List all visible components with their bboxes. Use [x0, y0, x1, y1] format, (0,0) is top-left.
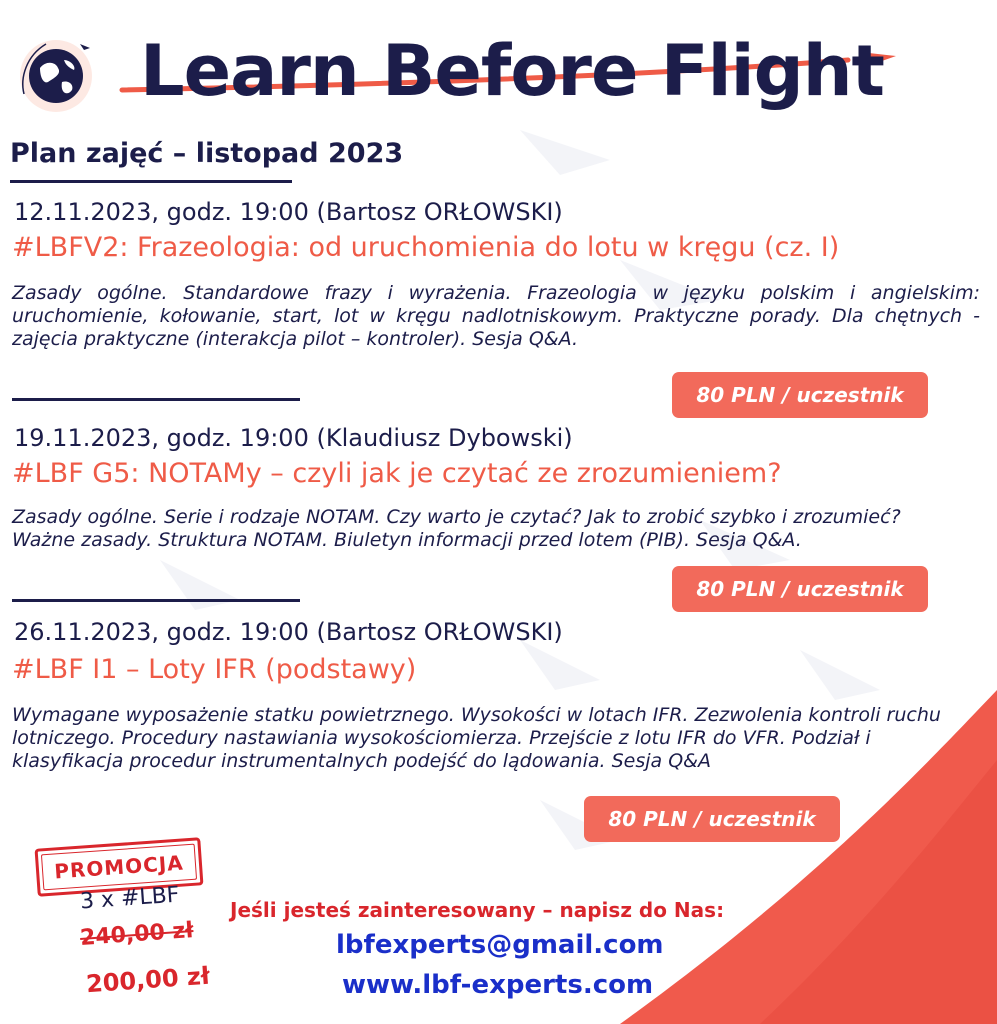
promo-new-price: 200,00 zł	[85, 961, 211, 999]
divider	[10, 180, 292, 183]
event-description: Zasady ogólne. Standardowe frazy i wyrażenia. Frazeologia w języku polskim i angielskim: uruchomienie, kołowanie, start, lot w kręgu nadlotniskowym. Praktyczne porady. Dla chętnych - zajęcia praktyczne (interakcja pilot – kontroler). Sesja Q&A.	[12, 282, 980, 350]
contact-email-link[interactable]: lbfexperts@gmail.com	[336, 930, 664, 960]
brand-title: Learn Before Flight	[140, 30, 884, 112]
promo-bundle: 3 x #LBF	[79, 882, 181, 915]
price-badge: 80 PLN / uczestnik	[672, 566, 928, 612]
event-description: Wymagane wyposażenie statku powietrznego. Wysokości w lotach IFR. Zezwolenia kontroli ruchu lotniczego. Procedury nastawiania wysokościomierza. Przejście z lotu IFR do VFR. Podział i klasyfikacja procedur instrumentalnych podejść do lądowania. Sesja Q&A	[12, 704, 941, 772]
contact-website-link[interactable]: www.lbf-experts.com	[342, 970, 654, 1000]
event-title: #LBFV2: Frazeologia: od uruchomienia do lotu w kręgu (cz. I)	[12, 232, 840, 263]
event-date: 12.11.2023, godz. 19:00 (Bartosz ORŁOWSKI)	[14, 198, 563, 226]
event-title: #LBF I1 – Loty IFR (podstawy)	[12, 654, 417, 685]
price-badge: 80 PLN / uczestnik	[584, 796, 840, 842]
event-date: 26.11.2023, godz. 19:00 (Bartosz ORŁOWSKI)	[14, 618, 563, 646]
price-badge: 80 PLN / uczestnik	[672, 372, 928, 418]
divider	[12, 398, 300, 401]
divider	[12, 599, 300, 602]
event-title: #LBF G5: NOTAMy – czyli jak je czytać ze zrozumieniem?	[12, 458, 782, 489]
globe-logo-icon	[18, 38, 94, 114]
schedule-title: Plan zajęć – listopad 2023	[10, 138, 404, 169]
contact-call-to-action: Jeśli jesteś zainteresowany – napisz do Nas:	[230, 898, 725, 922]
event-date: 19.11.2023, godz. 19:00 (Klaudiusz Dybowski)	[14, 424, 573, 452]
promo-stamp: PROMOCJA	[35, 837, 204, 896]
event-description: Zasady ogólne. Serie i rodzaje NOTAM. Czy warto je czytać? Jak to zrobić szybko i zrozumieć? Ważne zasady. Struktura NOTAM. Biuletyn informacji przed lotem (PIB). Sesja Q&A.	[12, 506, 901, 551]
promo-old-price: 240,00 zł	[79, 918, 195, 951]
